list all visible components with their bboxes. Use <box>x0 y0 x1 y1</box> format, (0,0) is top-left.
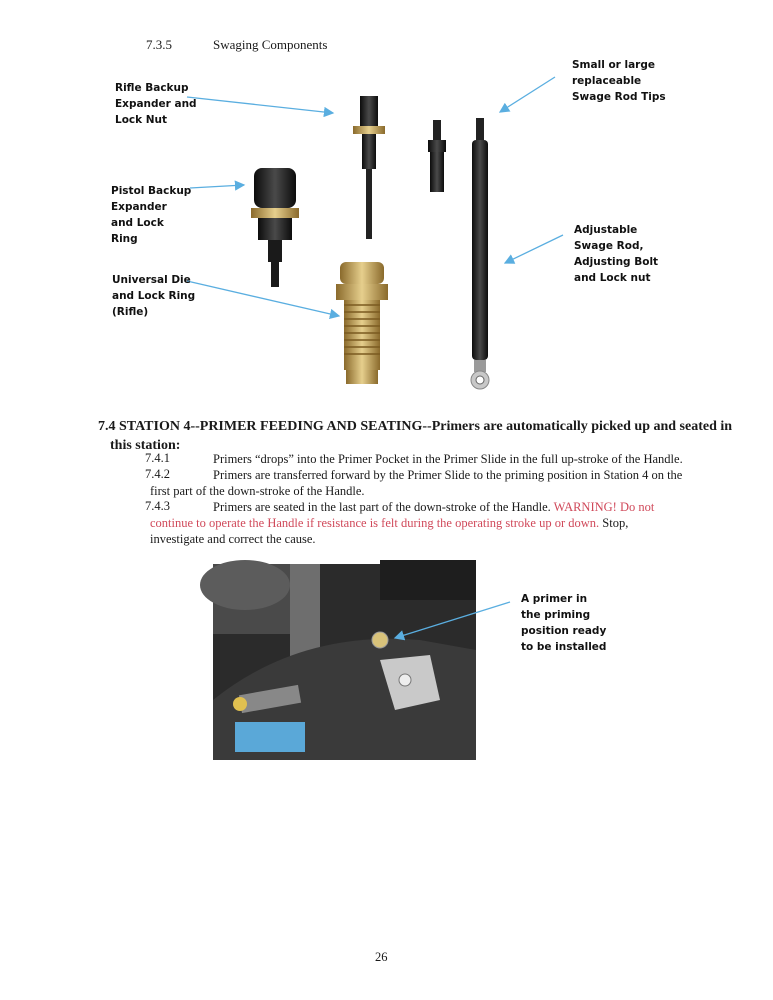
callout-primer: A primer in the priming position ready to be installed <box>521 593 607 653</box>
warning-text-cont: continue to operate the Handle if resistance is felt during the operating stroke up or down. <box>150 516 600 530</box>
callout-swage-tips: Small or large replaceable Swage Rod Tips <box>572 59 666 103</box>
callout-pistol-backup: Pistol Backup Expander and Lock Ring <box>111 185 192 245</box>
warning-text: WARNING! Do not <box>553 500 655 514</box>
item-text-end: Stop, <box>602 516 629 530</box>
universal-die-image <box>336 262 388 384</box>
pistol-backup-expander-image <box>251 168 299 287</box>
item-number: 7.4.1 <box>145 451 170 465</box>
station-heading-bold: 7.4 STATION 4--PRIMER FEEDING AND SEATING-- <box>98 419 432 434</box>
item-text-cont: investigate and correct the cause. <box>150 532 316 546</box>
item-text-main: Primers are seated in the last part of the down-stroke of the Handle. <box>213 500 551 514</box>
station-heading <box>98 417 738 455</box>
item-text: Primers “drops” into the Primer Pocket in the Primer Slide in the full up-stroke of the Handle. <box>213 452 683 466</box>
adjustable-swage-rod-image <box>471 140 489 389</box>
item-number: 7.4.3 <box>145 499 170 513</box>
callout-adjustable-rod: Adjustable Swage Rod, Adjusting Bolt and Lock nut <box>574 224 659 284</box>
section-title: Swaging Components <box>213 37 328 52</box>
item-text-cont <box>150 515 628 531</box>
rifle-backup-expander-image <box>353 96 385 239</box>
section-number: 7.3.5 <box>146 37 172 52</box>
station-heading-rest: Primers are automatically picked up and seated in <box>431 419 733 434</box>
item-text <box>213 499 654 515</box>
item-text-cont: first part of the down-stroke of the Handle. <box>150 484 365 498</box>
item-number: 7.4.2 <box>145 467 170 481</box>
station-heading-line2: this station: <box>110 438 181 453</box>
page-number: 26 <box>375 950 388 964</box>
item-text: Primers are transferred forward by the Primer Slide to the priming position in Station 4 on the <box>213 468 683 482</box>
callout-rifle-backup: Rifle Backup Expander and Lock Nut <box>115 82 197 126</box>
callout-universal-die: Universal Die and Lock Ring (Rifle) <box>112 274 196 318</box>
